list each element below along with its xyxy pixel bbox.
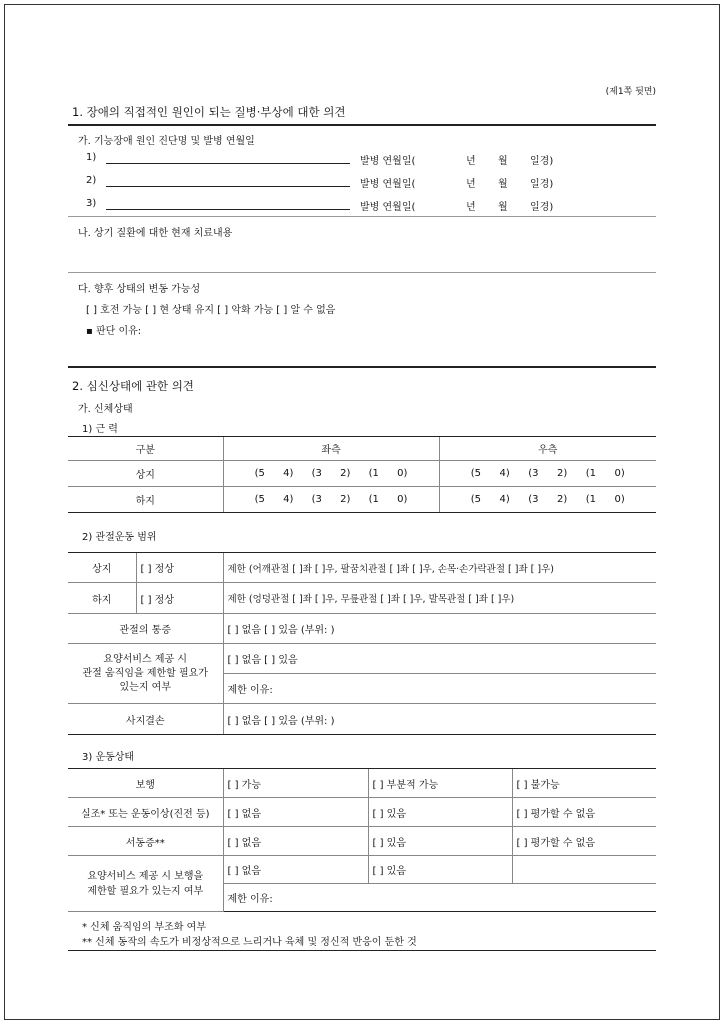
label-line: 제한할 필요가 있는지 여부 [87,885,204,897]
divider [68,366,656,368]
prognosis-reason: ▪ 판단 이유: [86,326,142,337]
footnote-1: * 신체 움직임의 부조화 여부 [82,922,206,933]
onset-label-1: 발병 연월일( [360,156,416,167]
walk-restrict-reason[interactable]: 제한 이유: [223,884,656,912]
section1c-title: 다. 향후 상태의 변동 가능성 [78,284,201,295]
grade: 4) [283,494,294,505]
table-row [68,798,656,827]
walk-restrict-empty [512,856,656,884]
grade: 2) [556,468,568,479]
divider [68,216,656,217]
table-row [68,614,656,644]
upper-left-grades[interactable] [223,461,439,487]
lower-left-grades[interactable] [223,487,439,513]
divider [68,272,656,273]
grade: 4) [499,494,510,505]
label-line: 관절 움직임을 제한할 필요가 [82,667,208,679]
table-row [68,644,656,674]
ataxia-option-b[interactable]: [ ] 있음 [368,798,512,827]
label-line: 요양서비스 제공 시 보행을 [87,870,204,882]
divider [68,124,656,126]
walking-option-a[interactable]: [ ] 가능 [223,769,368,798]
grade: (1 [368,494,379,505]
lower-limit-field[interactable]: 제한 (엉덩관절 [ ]좌 [ ]우, 무릎관절 [ ]좌 [ ]우, 발목관절 [ ]좌 [ ]우) [223,583,656,614]
onset-day-2: 일경) [530,179,554,190]
table-row [68,461,656,487]
row-label: 상지 [68,461,223,487]
joint-title: 2) 관절운동 범위 [82,532,157,543]
grade: (5 [470,494,481,505]
onset-year-1: 년 [466,156,476,167]
grade: (3 [528,468,539,479]
grade: (1 [585,468,596,479]
grade: (3 [311,468,322,479]
table-row [68,437,656,461]
grade: (1 [368,468,379,479]
table-row [68,827,656,856]
grade: 0) [397,468,408,479]
grade: 4) [283,468,294,479]
header-right: 우측 [439,437,656,461]
onset-label-3: 발병 연월일( [360,202,416,213]
walking-option-c[interactable]: [ ] 불가능 [512,769,656,798]
muscle-title: 1) 근 력 [82,424,118,435]
grade: (3 [528,494,539,505]
upper-limb-label: 상지 [68,553,136,583]
ataxia-label: 실조* 또는 운동이상(진전 등) [68,798,223,827]
grade: 0) [614,468,625,479]
section1-title: 1. 장애의 직접적인 원인이 되는 질병·부상에 대한 의견 [72,105,346,119]
prognosis-options[interactable]: [ ] 호전 가능 [ ] 현 상태 유지 [ ] 악화 가능 [ ] 알 수 없음 [86,305,336,316]
diagnosis-field-1[interactable] [106,163,350,164]
table-row [68,769,656,798]
grade: (5 [470,468,481,479]
table-row [68,583,656,614]
diagnosis-field-3[interactable] [106,209,350,210]
page-label: (제1쪽 뒷면) [605,87,656,97]
lower-right-grades[interactable] [439,487,656,513]
onset-day-1: 일경) [530,156,554,167]
label-line: 요양서비스 제공 시 [103,653,188,665]
onset-month-3: 월 [498,202,508,213]
grade: (3 [311,494,322,505]
grade: 2) [340,494,351,505]
footnote-2: ** 신체 동작의 속도가 비정상적으로 느리거나 육체 및 정신적 반응이 둔한 것 [82,937,417,948]
bradykinesia-option-b[interactable]: [ ] 있음 [368,827,512,856]
walking-option-b[interactable]: [ ] 부분적 가능 [368,769,512,798]
row-label: 하지 [68,487,223,513]
upper-right-grades[interactable] [439,461,656,487]
muscle-strength-table [68,436,656,513]
joint-restrict-label [68,644,223,704]
bradykinesia-option-c[interactable]: [ ] 평가할 수 없음 [512,827,656,856]
table-row [68,553,656,583]
grade: (5 [254,494,265,505]
lower-limb-label: 하지 [68,583,136,614]
onset-month-2: 월 [498,179,508,190]
lower-normal-checkbox[interactable]: [ ] 정상 [136,583,223,614]
section1a-title: 가. 기능장애 원인 진단명 및 발병 연월일 [78,136,255,147]
diagnosis-num-2: 2) [86,175,97,186]
grade: 0) [397,494,408,505]
grade: 2) [340,468,351,479]
walk-restrict-option-b[interactable]: [ ] 있음 [368,856,512,884]
section1b-title: 나. 상기 질환에 대한 현재 치료내용 [78,228,233,239]
onset-year-3: 년 [466,202,476,213]
header-left: 좌측 [223,437,439,461]
joint-restrict-field[interactable]: [ ] 없음 [ ] 있음 [223,644,656,674]
section2-title: 2. 심신상태에 관한 의견 [72,379,194,393]
joint-pain-label: 관절의 통증 [68,614,223,644]
walking-label: 보행 [68,769,223,798]
onset-month-1: 월 [498,156,508,167]
onset-day-3: 일경) [530,202,554,213]
diagnosis-num-3: 3) [86,198,97,209]
grade: 4) [499,468,510,479]
ataxia-option-c[interactable]: [ ] 평가할 수 없음 [512,798,656,827]
table-row [68,704,656,735]
onset-label-2: 발병 연월일( [360,179,416,190]
onset-year-2: 년 [466,179,476,190]
amputation-field[interactable]: [ ] 없음 [ ] 있음 (부위: ) [223,704,656,735]
ataxia-option-a[interactable]: [ ] 없음 [223,798,368,827]
divider [68,950,656,951]
upper-limit-field[interactable]: 제한 (어깨관절 [ ]좌 [ ]우, 팔꿈치관절 [ ]좌 [ ]우, 손목·손가락관절 [ ]좌 [ ]우) [223,553,656,583]
section2a-title: 가. 신체상태 [78,404,133,415]
bradykinesia-option-a[interactable]: [ ] 없음 [223,827,368,856]
walk-restrict-option-a[interactable]: [ ] 없음 [223,856,368,884]
grade: 2) [556,494,568,505]
table-row [68,856,656,884]
table-row [68,487,656,513]
bradykinesia-label: 서동증** [68,827,223,856]
grade: (5 [254,468,265,479]
diagnosis-field-2[interactable] [106,186,350,187]
label-line: 있는지 여부 [119,681,171,693]
joint-restrict-reason[interactable]: 제한 이유: [223,674,656,704]
joint-range-table [68,552,656,735]
motor-table [68,768,656,912]
grade: 0) [614,494,625,505]
upper-normal-checkbox[interactable]: [ ] 정상 [136,553,223,583]
diagnosis-num-1: 1) [86,152,97,163]
walk-restrict-label [68,856,223,912]
grade: (1 [585,494,596,505]
header-category: 구분 [68,437,223,461]
amputation-label: 사지결손 [68,704,223,735]
joint-pain-field[interactable]: [ ] 없음 [ ] 있음 (부위: ) [223,614,656,644]
motor-title: 3) 운동상태 [82,752,135,763]
